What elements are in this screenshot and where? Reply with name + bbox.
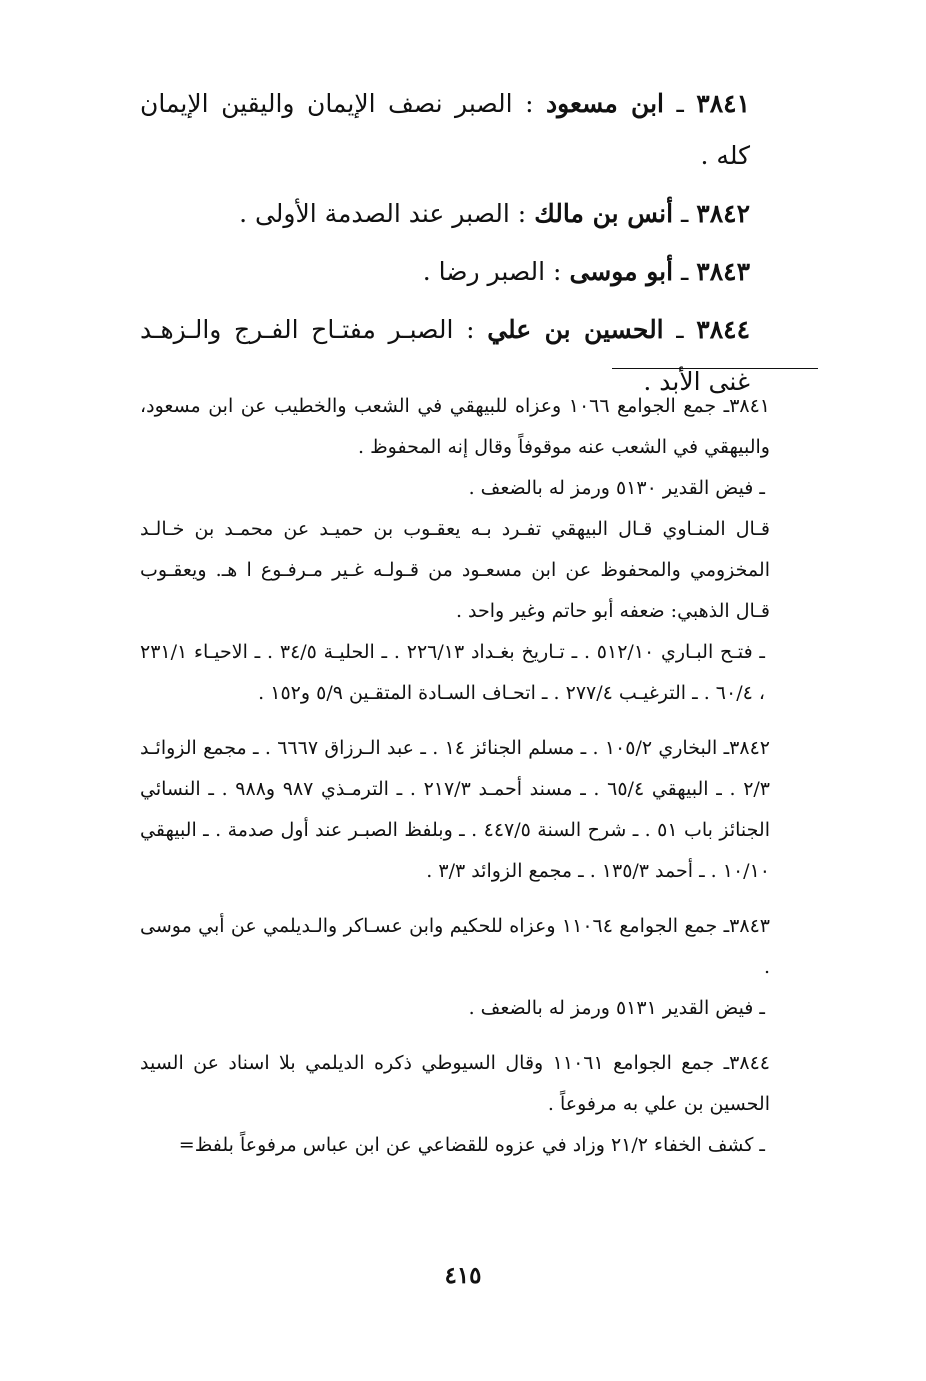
entry-number: ٣٨٤١ [696, 89, 750, 118]
footnote-3844 [140, 1043, 820, 1166]
main-text [140, 78, 820, 414]
footnote-line: ٣٨٤٢ـ البخاري ١٠٥/٢ . ـ مسلم الجنائز ١٤ . ـ عبد الـرزاق ٦٦٦٧ . ـ مجمع الزوائـد ٢/٣ . ـ البيهقي ٦٥/٤ . ـ مسند أحمـد ٢١٧/٣ . ـ الترمـذي ٩٨٧ و٩٨٨ . ـ النسائي الجنائز باب ٥١ . ـ شرح السنة ٤٤٧/٥ . ـ وبلفظ الصبـر عند أول صدمة . ـ البيهقي ١٠/١٠ . ـ أحمد ١٣٥/٣ . ـ مجمع الزوائد ٣/٣ . [140, 737, 771, 882]
entry-number: ٣٨٤٤ [696, 315, 751, 344]
entry-narrator: ابن مسعود [546, 89, 664, 118]
footnote-divider [612, 368, 818, 369]
footnote-line: ـ فتـح البـاري ٥١٢/١٠ . ـ تـاريخ بغـداد ٢٢٦/١٣ . ـ الحليـة ٣٤/٥ . ـ الاحيـاء ٢٣١/١ ، ٦٠/٤ . ـ الترغيـب ٢٧٧/٤ . ـ اتحـاف السـادة المتقـين ٥/٩ و١٥٢ . [140, 641, 765, 704]
footnote-3842 [140, 728, 820, 892]
entry-narrator: أنس بن مالك [534, 199, 674, 228]
footnote-line: ٣٨٤١ـ جمع الجوامع ١٠٦٦ وعزاه للبيهقي في الشعب والخطيب عن ابن مسعود، والبيهقي في الشعب عنه موقوفاً وقال إنه المحفوظ . [140, 395, 771, 458]
entry-number: ٣٨٤٢ [696, 199, 750, 228]
page-number: ٤١٥ [444, 1262, 482, 1289]
entry-narrator: أبو موسى [569, 257, 674, 286]
footnote-3841 [140, 386, 820, 714]
footnote-line: قـال المنـاوي قـال البيهقي تفـرد بـه يعقـوب بن حميـد عن محمـد بن خـالـد المخزومي والمحفوظ عن ابن مسعـود من قـولـه غـير مـرفـوع ا هـ. ويعقـوب قـال الذهبي: ضعفه أبو حاتم وغير واحد . [140, 518, 770, 622]
entry-narrator: الحسين بن علي [487, 315, 664, 344]
entry-number: ٣٨٤٣ [696, 257, 750, 286]
entry-3844: ٣٨٤٤ ـ الحسين بن علي : الصبـر مفتـاح الفـرج والـزهـد غنى الأبد . [140, 315, 751, 396]
footnote-line: ـ كشف الخفاء ٢١/٢ وزاد في عزوه للقضاعي عن ابن عباس مرفوعاً بلفظ= [178, 1134, 765, 1156]
footnote-line: ـ فيض القدير ٥١٣٠ ورمز له بالضعف . [468, 477, 765, 499]
entry-3841: ٣٨٤١ ـ ابن مسعود : الصبر نصف الإيمان واليقين الإيمان كله . [140, 89, 750, 170]
entry-text: الصبر عند الصدمة الأولى . [239, 199, 510, 228]
footnote-line: ـ فيض القدير ٥١٣١ ورمز له بالضعف . [468, 997, 765, 1019]
footnote-line: ٣٨٤٤ـ جمع الجوامع ١١٠٦١ وقال السيوطي ذكره الديلمي بلا اسناد عن السيد الحسين بن علي به مرفوعاً . [140, 1052, 770, 1115]
footnote-3843 [140, 906, 820, 1029]
entry-3843: ٣٨٤٣ ـ أبو موسى : الصبر رضا . [422, 257, 750, 286]
footnotes [140, 386, 820, 1180]
entry-text: الصبر نصف الإيمان واليقين الإيمان كله . [140, 89, 750, 170]
entry-text: الصبـر مفتـاح الفـرج والـزهـد غنى الأبد . [140, 315, 750, 396]
entry-text: الصبر رضا . [422, 257, 546, 286]
footnote-line: ٣٨٤٣ـ جمع الجوامع ١١٠٦٤ وعزاه للحكيم وابن عسـاكر والـديلمي عن أبي موسى . [140, 915, 770, 978]
entry-3842: ٣٨٤٢ ـ أنس بن مالك : الصبر عند الصدمة الأولى . [239, 199, 750, 228]
